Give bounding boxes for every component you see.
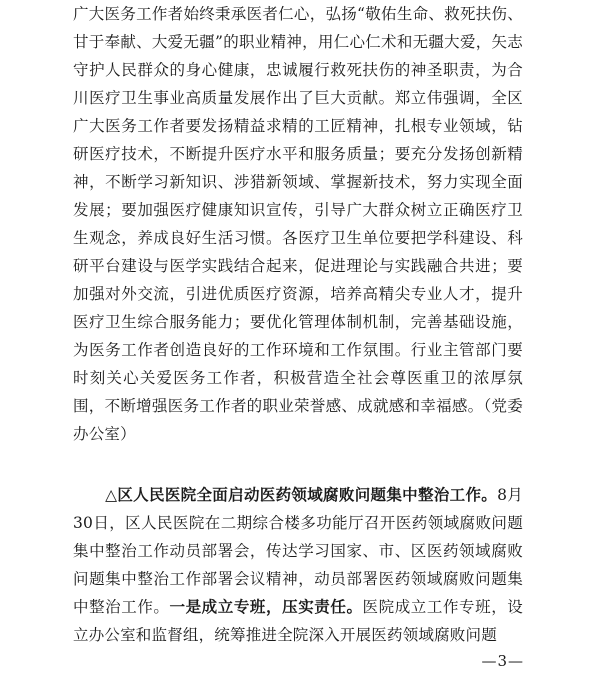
paragraph-body-2: 医院成立工作专班，设立办公室和监督组，统筹推进全院深入开展医药领域腐败问题	[73, 598, 523, 644]
point-heading-1: 一是成立专班，压实责任。	[169, 597, 363, 616]
section-heading: △区人民医院全面启动医药领域腐败问题集中整治工作。	[105, 485, 498, 504]
paragraph-body-1: 8月30日，区人民医院在二期综合楼多功能厅召开医药领域腐败问题集中整治工作动员部署会，传达学习国家、市、区医药领域腐败问题集中整治工作部署会议精神，动员部署医药领域腐败问题集中整治工作。	[73, 486, 523, 616]
page-number: —3—	[481, 652, 524, 670]
body-paragraph-2	[73, 481, 523, 649]
body-paragraph-1: 广大医务工作者始终秉承医者仁心，弘扬“敬佑生命、救死扶伤、甘于奉献、大爱无疆”的职业精神，用仁心仁术和无疆大爱，矢志守护人民群众的身心健康，忠诚履行救死扶伤的神圣职责，为合川医疗卫生事业高质量发展作出了巨大贡献。郑立伟强调，全区广大医务工作者要发扬精益求精的工匠精神，扎根专业领域，钻研医疗技术，不断提升医疗水平和服务质量；要充分发扬创新精神，不断学习新知识、涉猎新领域、掌握新技术，努力实现全面发展；要加强医疗健康知识宣传，引导广大群众树立正确医疗卫生观念，养成良好生活习惯。各医疗卫生单位要把学科建设、科研平台建设与医学实践结合起来，促进理论与实践融合共进；要加强对外交流，引进优质医疗资源，培养高精尖专业人才，提升医疗卫生综合服务能力；要优化管理体制机制，完善基础设施，为医务工作者创造良好的工作环境和工作氛围。行业主管部门要时刻关心关爱医务工作者，积极营造全社会尊医重卫的浓厚氛围，不断增强医务工作者的职业荣誉感、成就感和幸福感。（党委办公室）	[73, 5, 523, 443]
